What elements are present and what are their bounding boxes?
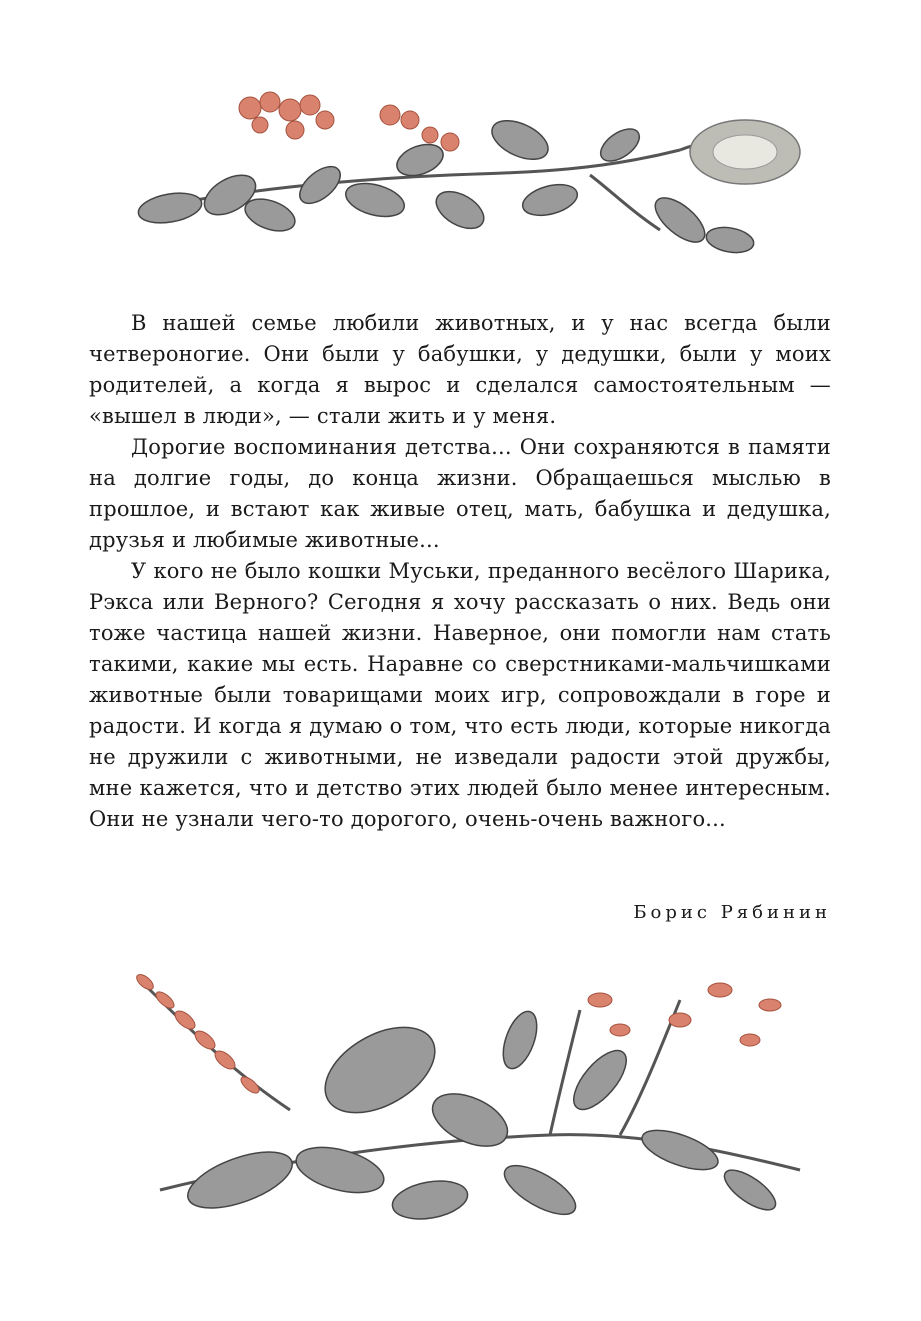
top-seedhead bbox=[690, 120, 800, 184]
top-floral-ornament bbox=[120, 80, 820, 270]
author-signature: Борис Рябинин bbox=[633, 902, 831, 923]
bottom-floral-ornament bbox=[120, 960, 820, 1260]
bottom-leaves bbox=[181, 1007, 782, 1224]
bottom-red-flowers bbox=[134, 972, 781, 1096]
paragraph-3: У кого не было кошки Муськи, преданного весёлого Шарика, Рэкса или Верного? Сегодня я хочу рассказать о них. Ведь они тоже частица нашей жизни. Наверное, они помогли нам стать такими, какие мы есть. Наравне со сверстниками-мальчишками животные были товарищами моих игр, сопровождали в горе и радости. И когда я думаю о том, что есть люди, которые никогда не дружили с животными, не изведали радости этой дружбы, мне кажется, что и детство этих людей было менее интересным. Они не узнали чего-то дорогого, очень-очень важного... bbox=[89, 559, 831, 831]
body-text bbox=[89, 308, 831, 835]
paragraph-2: Дорогие воспоминания детства... Они сохраняются в памяти на долгие годы, до конца жизни. Обращаешься мыслью в прошлое, и встают как живые отец, мать, бабушка и дедушка, друзья и любимые животные... bbox=[89, 435, 831, 552]
paragraph-1: В нашей семье любили животных, и у нас всегда были четвероногие. Они были у бабушки, у дедушки, были у моих родителей, а когда я вырос и сделался самостоятельным — «вышел в люди», — стали жить и у меня. bbox=[89, 311, 831, 428]
top-red-flowers bbox=[239, 92, 459, 151]
